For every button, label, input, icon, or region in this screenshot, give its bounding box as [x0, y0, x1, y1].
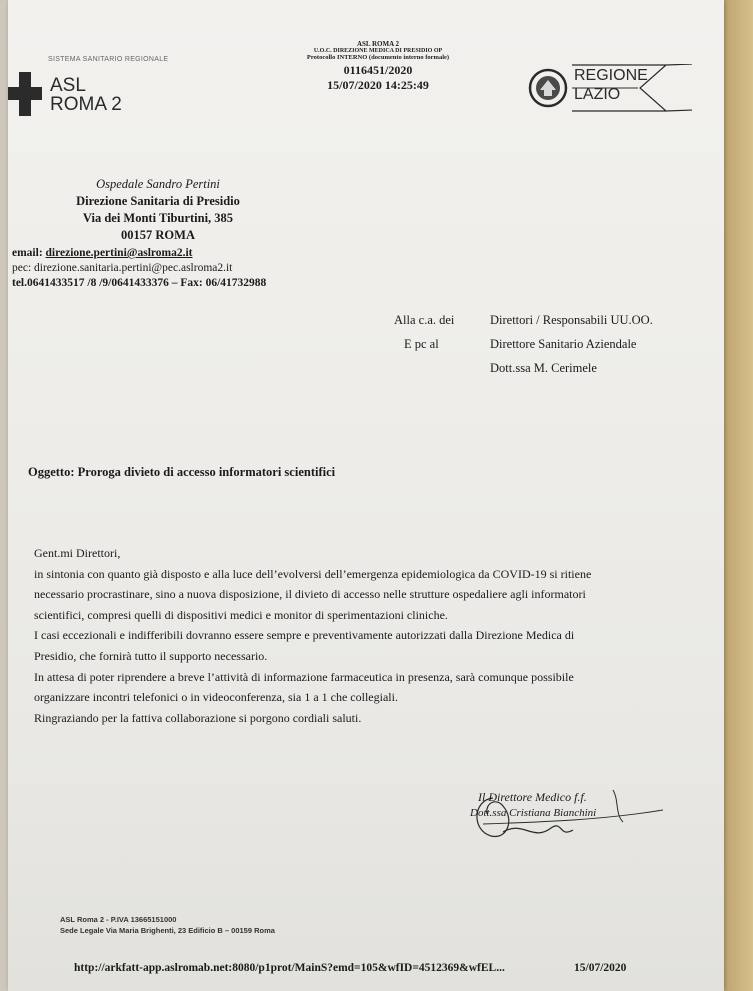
pec-address: direzione.sanitaria.pertini@pec.aslroma2.it [34, 262, 233, 274]
stamp-org: ASL ROMA 2 [356, 40, 399, 48]
asl-logo-text [50, 76, 122, 114]
body-line: Ringraziando per la fattiva collaborazione si porgono cordiali saluti. [34, 710, 362, 725]
body-line: necessario procrastinare, sino a nuova disposizione, il divieto di accesso nelle strutture ospedaliere agli informatori [34, 587, 586, 602]
recipient-cc-value1: Direttore Sanitario Aziendale [490, 337, 637, 351]
asl-logo-line1: ASL [50, 75, 86, 96]
system-label: SISTEMA SANITARIO REGIONALE [48, 56, 169, 63]
asl-cross-logo-icon [8, 72, 42, 116]
pec-label: pec: [12, 262, 32, 274]
footer-legal [60, 914, 275, 936]
body-line: I casi eccezionali e indifferibili dovranno essere sempre e preventivamente autorizzati dalla Direzione Medica di [34, 628, 575, 643]
sender-contacts [12, 246, 266, 291]
protocol-stamp [263, 40, 493, 93]
sender-block [8, 176, 308, 244]
sender-hospital: Ospedale Sandro Pertini [96, 177, 220, 191]
greeting: Gent.mi Direttori, [34, 546, 121, 560]
body-line: Presidio, che fornirà tutto il supporto necessario. [34, 648, 268, 663]
footer-line2: Sede Legale Via Maria Brighenti, 23 Edificio B – 00159 Roma [60, 926, 275, 935]
signature-name: Dott.ssa Cristiana Bianchini [470, 807, 597, 819]
email-link[interactable]: direzione.pertini@aslroma2.it [45, 247, 193, 259]
sender-address: Via dei Monti Tiburtini, 385 [82, 211, 234, 225]
recipient-cc-value2: Dott.ssa M. Cerimele [490, 361, 597, 375]
footer-line1: ASL Roma 2 - P.IVA 13665151000 [60, 915, 177, 924]
regione-logo-line2: LAZIO [574, 86, 621, 103]
recipient-to-value: Direttori / Responsabili UU.OO. [490, 313, 653, 327]
print-date: 15/07/2020 [574, 962, 627, 974]
stamp-protocol: Protocollo INTERNO (documento interno formale) [306, 54, 450, 61]
document-page [8, 0, 724, 991]
regione-logo-line1: REGIONE [574, 67, 648, 84]
sender-city: 00157 ROMA [121, 228, 195, 242]
stamp-datetime: 15/07/2020 14:25:49 [327, 78, 429, 92]
recipient-to-label: Alla c.a. dei [394, 313, 455, 327]
print-url: http://arkfatt-app.aslromab.net:8080/p1prot/MainS?emd=105&wfID=4512369&wfEL... [74, 962, 505, 974]
phone-fax: tel.0641433517 /8 /9/0641433376 – Fax: 06/41732988 [12, 277, 267, 289]
recipient-cc-label: E pc al [404, 337, 439, 351]
body-line: in sintonia con quanto già disposto e alla luce dell’evolversi dell’emergenza epidemiologica da COVID-19 si ritiene [34, 566, 592, 581]
regione-lazio-emblem-icon [528, 68, 568, 108]
sender-office: Direzione Sanitaria di Presidio [76, 194, 240, 208]
body-line: organizzare incontri telefonici o in videoconferenza, sia 1 a 1 che collegiali. [34, 690, 398, 705]
subject-line: Oggetto: Proroga divieto di accesso informatori scientifici [28, 465, 336, 479]
body-line: scientifici, compresi quelli di dispositivi medici e monitor di sperimentazioni cliniche. [34, 607, 448, 622]
body-line: In attesa di poter riprendere a breve l’attività di informazione farmaceutica in presenza, sarà comunque possibile [34, 669, 574, 684]
stamp-unit: U.O.C. DIREZIONE MEDICA DI PRESIDIO OP [313, 48, 443, 54]
letter-body [34, 543, 706, 728]
signature-title: Il Direttore Medico f.f. [478, 790, 587, 804]
stamp-number: 0116451/2020 [343, 63, 413, 77]
asl-logo-line2: ROMA 2 [50, 94, 122, 115]
regione-lazio-logo-text [574, 66, 648, 104]
email-label: email: [12, 247, 43, 259]
